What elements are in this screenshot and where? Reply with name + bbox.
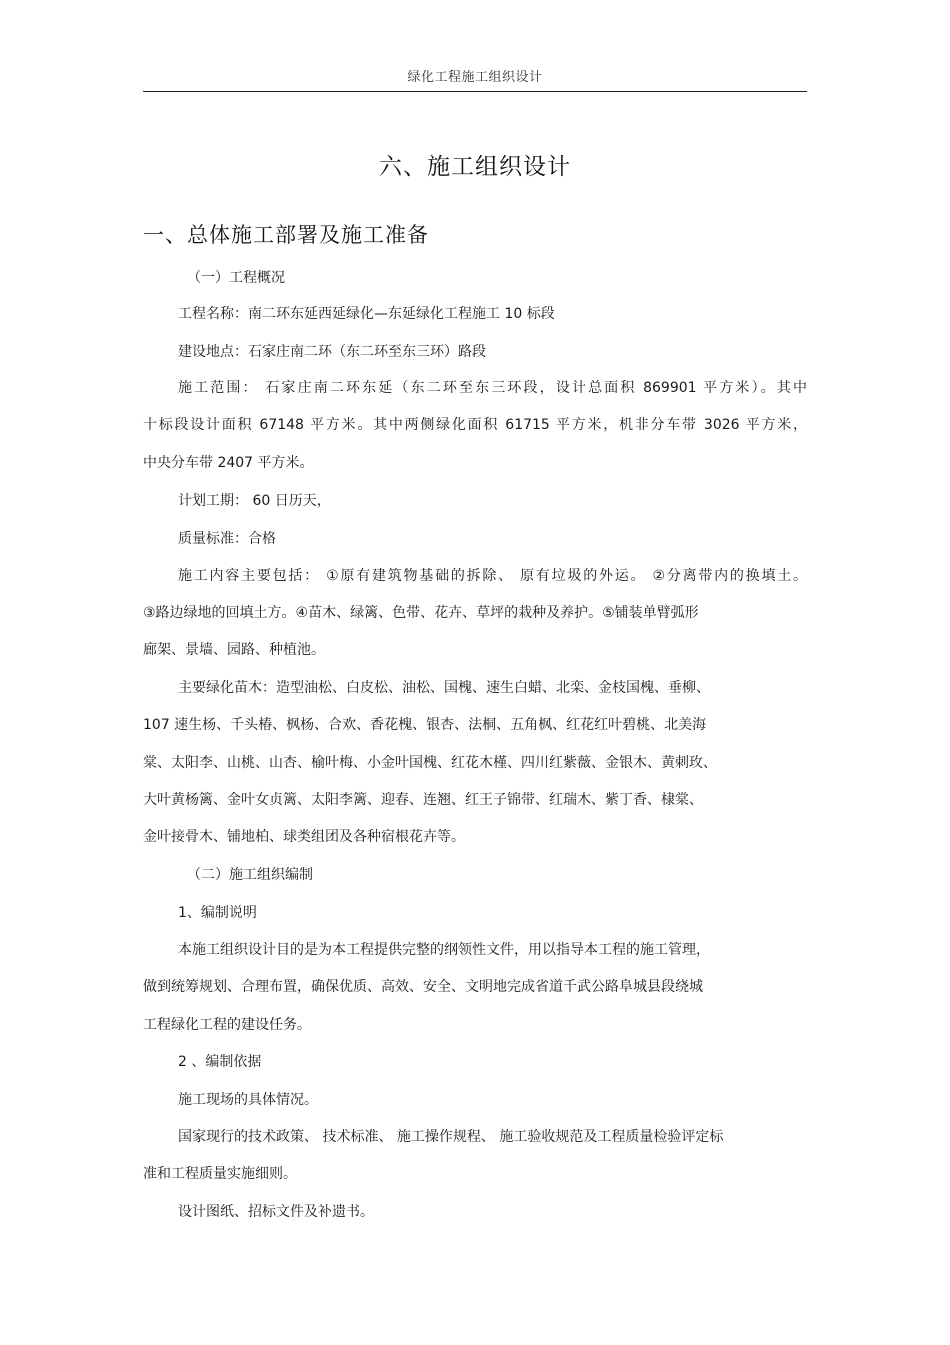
purpose-line: 本施工组织设计目的是为本工程提供完整的纲领性文件，用以指导本工程的施工管理， xyxy=(178,942,710,958)
plants-line: 107 速生杨、千头椿、枫杨、合欢、香花槐、银杏、法桐、五角枫、红花红叶碧桃、北美海 xyxy=(143,717,707,733)
subsection-heading: （一）工程概况 xyxy=(187,270,285,286)
section-heading: 一、总体施工部署及施工准备 xyxy=(143,223,429,247)
period-line: 计划工期： 60 日历天， xyxy=(178,493,331,509)
purpose-line: 工程绿化工程的建设任务。 xyxy=(143,1017,311,1033)
plants-line: 主要绿化苗木：造型油松、白皮松、油松、国槐、速生白蜡、北栾、金枝国槐、垂柳、 xyxy=(178,680,710,696)
scope-line: 十标段设计面积 67148 平方米。其中两侧绿化面积 61715 平方米，机非分车带 3026 平方米， xyxy=(143,417,807,433)
plants-line: 棠、太阳李、山桃、山杏、榆叶梅、小金叶国槐、红花木槿、四川红紫薇、金银木、黄刺玫、 xyxy=(143,755,717,771)
basis-line: 施工现场的具体情况。 xyxy=(178,1092,318,1108)
numbered-heading: 2 、编制依据 xyxy=(178,1054,262,1070)
basis-line: 设计图纸、招标文件及补遗书。 xyxy=(178,1204,374,1220)
plants-line: 大叶黄杨篱、金叶女贞篱、太阳李篱、迎春、连翘、红王子锦带、红瑞木、紫丁香、棣棠、 xyxy=(143,792,703,808)
scope-line: 施工范围： 石家庄南二环东延（东二环至东三环段，设计总面积 869901 平方米）。其中 xyxy=(178,380,807,396)
running-header: 绿化工程施工组织设计 xyxy=(407,70,543,85)
content-line: 施工内容主要包括： ①原有建筑物基础的拆除、 原有垃圾的外运。 ②分离带内的换填土。 xyxy=(178,568,807,584)
basis-line: 国家现行的技术政策、 技术标准、 施工操作规程、 施工验收规范及工程质量检验评定标 xyxy=(178,1129,724,1145)
plants-line: 金叶接骨木、铺地柏、球类组团及各种宿根花卉等。 xyxy=(143,829,465,845)
chapter-title: 六、施工组织设计 xyxy=(379,154,571,180)
basis-line: 准和工程质量实施细则。 xyxy=(143,1166,297,1182)
quality-line: 质量标准：合格 xyxy=(178,531,276,547)
project-name-line: 工程名称：南二环东延西延绿化—东延绿化工程施工 10 标段 xyxy=(178,306,555,322)
purpose-line: 做到统筹规划、合理布置，确保优质、高效、安全、文明地完成省道千武公路阜城县段绕城 xyxy=(143,979,703,995)
content-line: 廊架、景墙、园路、种植池。 xyxy=(143,642,325,658)
location-line: 建设地点：石家庄南二环（东二环至东三环）路段 xyxy=(178,344,486,360)
scope-line: 中央分车带 2407 平方米。 xyxy=(143,455,314,471)
numbered-heading: 1、编制说明 xyxy=(178,905,257,921)
subsection-heading: （二）施工组织编制 xyxy=(187,867,313,883)
header-divider xyxy=(143,91,807,92)
content-line: ③路边绿地的回填土方。④苗木、绿篱、色带、花卉、草坪的栽种及养护。⑤铺装单臂弧形 xyxy=(143,605,699,621)
